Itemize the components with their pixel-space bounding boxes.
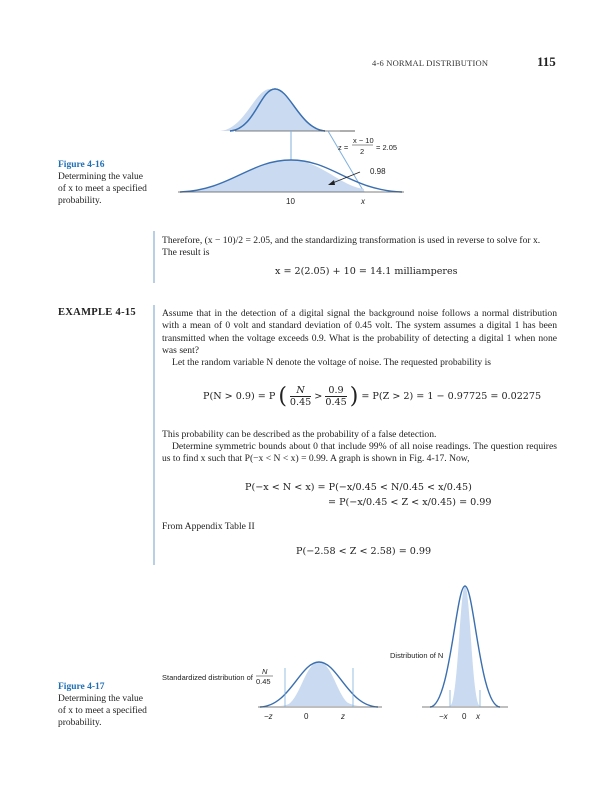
example-paragraph-3: This probability can be described as the probability of a false detection.: [162, 429, 437, 440]
prob-label: 0.98: [370, 167, 386, 176]
z-eq-lhs: z =: [338, 143, 349, 152]
z-eq-den: 2: [360, 147, 365, 156]
equation-appendix: P(−2.58 < Z < 2.58) = 0.99: [296, 546, 432, 557]
n-tick-0: 0: [462, 712, 467, 721]
std-dist-label: Standardized distribution of: [162, 673, 253, 682]
eq1-frac-n: $\frac{N}{0.45}$: [289, 385, 312, 408]
std-dist-num: N: [262, 667, 268, 676]
tick-10: 10: [286, 197, 295, 206]
eq1-lhs: P(N > 0.9) = P: [203, 391, 276, 402]
z-eq-num: x − 10: [353, 136, 374, 145]
tick-x: x: [361, 197, 365, 206]
figure-4-16-diagram: [150, 84, 410, 209]
paragraph-therefore: Therefore, (x − 10)/2 = 2.05, and the standardizing transformation is used in reverse to solve for x. The result is: [162, 235, 541, 259]
example-paragraph-4: Determine symmetric bounds about 0 that include 99% of all noise readings. The question requires us to find x such that P(−x < N < x) = 0.99. A graph is shown in Fig. 4-17. Now,: [162, 441, 557, 465]
section-header: 4-6 NORMAL DISTRIBUTION: [372, 58, 489, 68]
n-tick-x: x: [476, 712, 480, 721]
equation-milliamperes: x = 2(2.05) + 10 = 14.1 milliamperes: [275, 266, 458, 277]
example-paragraph-5: From Appendix Table II: [162, 521, 255, 532]
eq1-frac-v: $\frac{0.9}{0.45}$: [325, 385, 347, 408]
example-paragraph-1: Assume that in the detection of a digital signal the background noise follows a normal distribution with a mean of 0 volt and standard deviation of 0.45 volt. The system assumes a digital 1 has been transmitted when the voltage exceeds 0.9. What is the probability of detecting a digital 1 when none was sent?: [162, 308, 557, 356]
std-tick-z: z: [341, 712, 345, 721]
figure-4-16-label: Figure 4-16: [58, 160, 105, 170]
figure-4-17-caption-text: Determining the value of x to meet a specified probability.: [58, 694, 147, 728]
example-paragraph-2: Let the random variable N denote the voltage of noise. The requested probability is: [172, 357, 491, 368]
std-tick-neg-z: −z: [264, 712, 273, 721]
page-number: 115: [537, 54, 556, 69]
n-curve-fill: [450, 586, 480, 706]
eq1-gt: >: [314, 391, 323, 402]
figure-4-17-diagram: [160, 580, 510, 725]
n-tick-neg-x: −x: [439, 712, 448, 721]
margin-bar-1: [153, 231, 155, 283]
example-label: EXAMPLE 4-15: [58, 307, 136, 318]
figure-4-17-label: Figure 4-17: [58, 682, 105, 692]
z-eq-rhs: = 2.05: [376, 143, 398, 152]
equation-bounds-line1: P(−x < N < x) = P(−x/0.45 < N/0.45 < x/0.45): [245, 482, 472, 493]
std-dist-den: 0.45: [256, 677, 271, 686]
figure-4-16-caption: [58, 159, 150, 207]
margin-bar-2: [153, 305, 155, 565]
figure-4-16-caption-text: Determining the value of x to meet a specified probability.: [58, 172, 147, 206]
equation-bounds-line2: = P(−x/0.45 < Z < x/0.45) = 0.99: [328, 497, 492, 508]
std-tick-0: 0: [304, 712, 309, 721]
n-dist-label: Distribution of N: [390, 651, 444, 660]
equation-false-detection: P(N > 0.9) = P ( $\frac{N}{0.45}$ > $\frac{0.9}{0.45}$ ) = P(Z > 2) = 1 − 0.97725 = 0.02275: [203, 384, 542, 409]
eq1-rhs: = P(Z > 2) = 1 − 0.97725 = 0.02275: [361, 391, 542, 402]
figure-4-17-caption: [58, 681, 150, 729]
